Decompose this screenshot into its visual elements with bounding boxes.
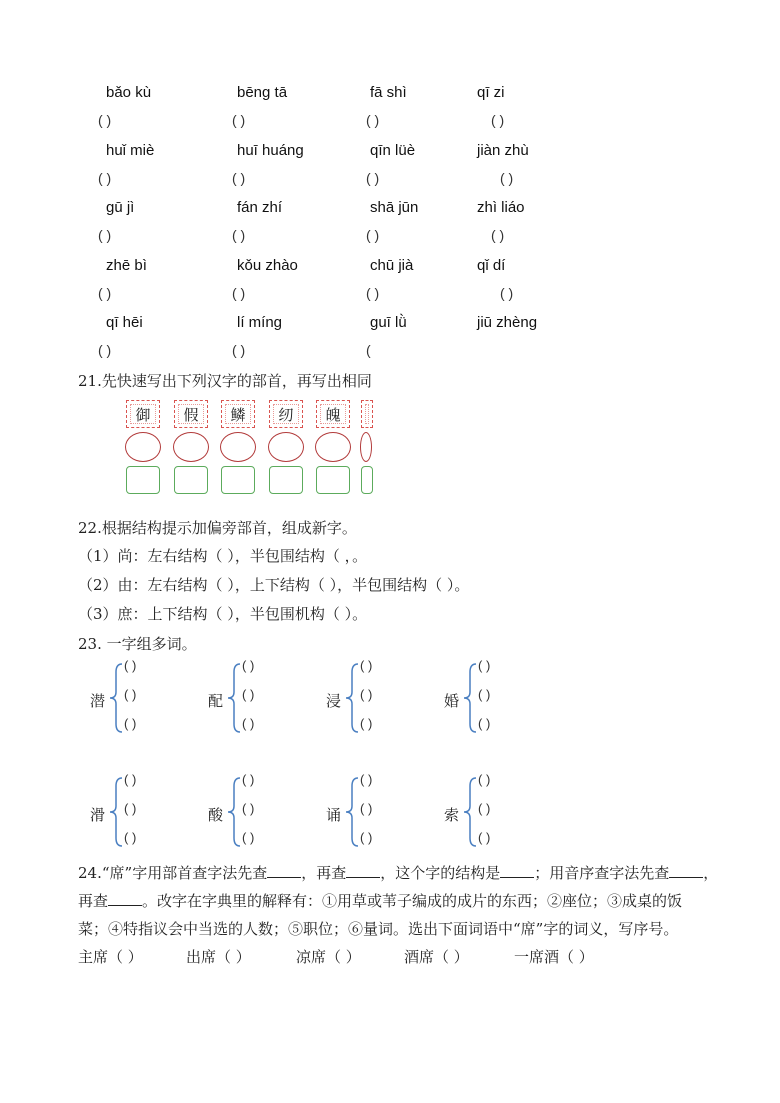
q22-line-2: （2）由：左右结构（ ），上下结构（ ），半包围结构（ ）。 [78,576,470,594]
char-box [126,400,160,428]
word-bracket[interactable]: ( ) [360,772,373,787]
answer-rect[interactable] [361,466,373,494]
char-text: 魄 [325,405,341,424]
pinyin-word: qī zi [477,84,505,101]
pinyin-word: fā shì [370,84,407,101]
answer-paren[interactable]: ( ) [500,284,514,301]
q22-line-1: （1）尚：左右结构（ ），半包围结构（ ，。 [78,547,368,565]
word-bracket[interactable]: ( ) [242,801,255,816]
word-bracket[interactable]: ( ) [478,716,491,731]
word-bracket[interactable]: ( ) [124,687,137,702]
answer-paren[interactable]: ( ) [232,169,246,186]
pinyin-word: huī huáng [237,141,304,159]
q24-line-1 [78,862,718,883]
brace-icon [462,776,478,848]
word-bracket[interactable]: ( ) [124,716,137,731]
brace-icon [226,776,242,848]
char-text: 纫 [278,405,294,424]
answer-paren[interactable]: ( ) [491,112,505,128]
q24-text-1c: ，这个字的结构是 [380,864,501,882]
xi-word: 酒席（ ） [404,948,469,966]
pinyin-word: zhì liáo [477,199,525,216]
brace-icon [462,662,478,734]
q24-line-3: 菜；④特指议会中当选的人数；⑤职位；⑥量词。选出下面词语中“席”字的词义，写序号。 [78,920,679,938]
answer-rect[interactable] [174,466,208,494]
pinyin-word: jiū zhèng [477,314,538,331]
pinyin-word: qī hēi [106,314,143,331]
word-bracket[interactable]: ( ) [478,687,491,702]
q24-blank-3[interactable] [500,863,534,878]
answer-paren[interactable]: ( [366,342,371,358]
char-box [316,400,350,428]
char-text: 鳞 [230,405,246,424]
q24-blank-1[interactable] [267,863,301,878]
answer-paren[interactable]: ( ) [232,284,246,301]
brace-icon [344,662,360,734]
pinyin-word: zhē bì [106,256,147,274]
word-bracket[interactable]: ( ) [242,716,255,731]
q24-text-1b: ，再查 [301,864,347,882]
brace-icon [344,776,360,848]
answer-paren[interactable]: ( ) [232,227,246,243]
word-bracket[interactable]: ( ) [242,687,255,702]
compound-char: 婚 [444,692,460,710]
char-box [361,400,373,428]
answer-paren[interactable]: ( ) [366,227,380,243]
q23-title: 23. 一字组多词。 [78,635,197,653]
brace-icon [226,662,242,734]
answer-paren[interactable]: ( ) [98,284,112,301]
xi-word: 出席（ ） [186,948,251,966]
answer-rect[interactable] [316,466,350,494]
xi-word: 一席酒（ ） [514,948,594,966]
word-bracket[interactable]: ( ) [124,801,137,816]
compound-char: 酸 [208,806,224,824]
word-bracket[interactable]: ( ) [478,658,491,673]
answer-paren[interactable]: ( ) [366,284,380,301]
answer-paren[interactable]: ( ) [98,169,112,186]
word-bracket[interactable]: ( ) [478,801,491,816]
xi-word: 主席（ ） [78,948,143,966]
compound-char: 潜 [90,692,106,710]
word-bracket[interactable]: ( ) [360,716,373,731]
word-bracket[interactable]: ( ) [360,801,373,816]
word-bracket[interactable]: ( ) [242,830,255,845]
answer-paren[interactable]: ( ) [232,112,246,128]
compound-char: 诵 [326,806,342,824]
radical-circle[interactable] [125,432,161,462]
compound-char: 配 [208,692,224,710]
answer-paren[interactable]: ( ) [366,112,380,128]
q22-title: 22.根据结构提示加偏旁部首，组成新字。 [78,519,357,537]
answer-paren[interactable]: ( ) [491,227,505,243]
radical-circle[interactable] [315,432,351,462]
word-bracket[interactable]: ( ) [360,658,373,673]
pinyin-word: kǒu zhào [237,256,298,274]
radical-circle[interactable] [173,432,209,462]
word-bracket[interactable]: ( ) [124,830,137,845]
answer-rect[interactable] [126,466,160,494]
pinyin-word: lí míng [237,314,283,331]
word-bracket[interactable]: ( ) [242,772,255,787]
pinyin-word: guī lǜ [370,314,407,331]
word-bracket[interactable]: ( ) [124,772,137,787]
brace-icon [108,776,124,848]
answer-rect[interactable] [221,466,255,494]
compound-char: 索 [444,806,460,824]
char-box [269,400,303,428]
word-bracket[interactable]: ( ) [360,830,373,845]
q24-text-2b: 。改字在字典里的解释有：①用草或苇子编成的成片的东西；②座位；③成桌的饭 [142,892,683,910]
char-box [174,400,208,428]
xi-word: 凉席（ ） [296,948,361,966]
char-text: 御 [135,405,151,424]
answer-paren[interactable]: ( ) [232,342,246,358]
q24-blank-2[interactable] [346,863,380,878]
compound-char: 滑 [90,806,106,824]
compound-char: 浸 [326,692,342,710]
pinyin-word: chū jià [370,256,414,274]
char-box [221,400,255,428]
word-bracket[interactable]: ( ) [478,830,491,845]
q21-title: 21.先快速写出下列汉字的部首，再写出相同 [78,372,372,390]
char-text: 假 [183,405,199,424]
answer-paren[interactable]: ( ) [500,169,514,186]
radical-circle[interactable] [360,432,372,462]
q24-blank-4[interactable] [669,863,703,878]
pinyin-word: qīn lüè [370,141,416,159]
answer-paren[interactable]: ( ) [366,169,380,186]
word-bracket[interactable]: ( ) [478,772,491,787]
radical-circle[interactable] [220,432,256,462]
q24-text-1d: ；用音序查字法先查 [534,864,670,882]
pinyin-word: gū jì [106,199,135,216]
q24-line-2 [78,890,682,911]
pinyin-word: qǐ dí [477,256,506,274]
q24-text-1e: ， [703,864,719,882]
pinyin-word: bēng tā [237,84,288,101]
radical-circle[interactable] [268,432,304,462]
q24-text-2a: 再查 [78,892,109,910]
q22-line-3: （3）庶：上下结构（ ），半包围机构（ ）。 [78,605,368,623]
word-bracket[interactable]: ( ) [124,658,137,673]
pinyin-word: shā jūn [370,199,419,216]
answer-paren[interactable]: ( ) [98,227,112,243]
answer-paren[interactable]: ( ) [98,342,112,358]
pinyin-word: fán zhí [237,199,283,216]
q24-blank-5[interactable] [108,891,142,906]
word-bracket[interactable]: ( ) [242,658,255,673]
answer-paren[interactable]: ( ) [98,112,112,128]
pinyin-word: jiàn zhù [477,141,529,159]
q24-text-1a: 24.“席”字用部首查字法先查 [78,864,268,882]
brace-icon [108,662,124,734]
pinyin-word: huǐ miè [106,141,155,159]
answer-rect[interactable] [269,466,303,494]
pinyin-word: bǎo kù [106,84,152,101]
word-bracket[interactable]: ( ) [360,687,373,702]
